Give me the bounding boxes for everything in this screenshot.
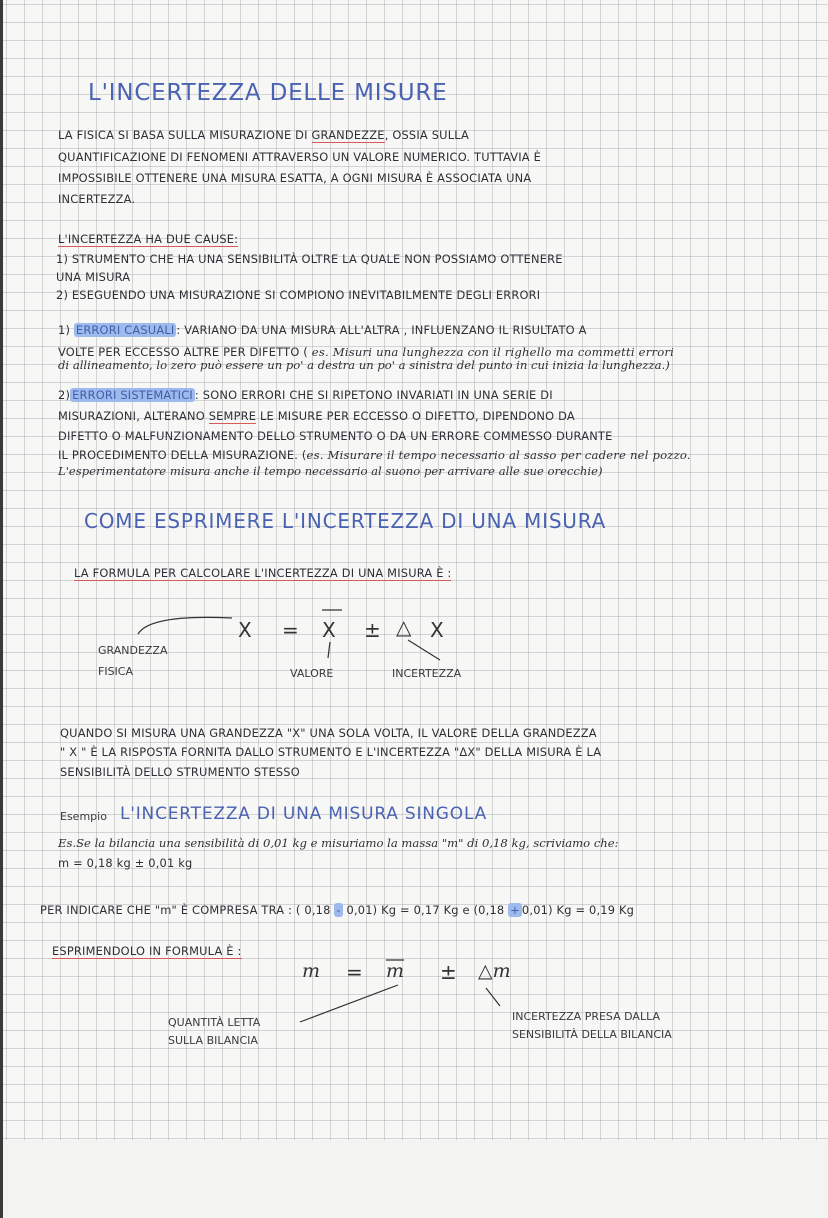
formula-m: m bbox=[302, 960, 321, 982]
label-grandezza-2: FISICA bbox=[98, 665, 134, 678]
errori-casuali-term: ERRORI CASUALI bbox=[75, 323, 175, 337]
example-label: Esempio bbox=[60, 810, 107, 823]
formula-equals: = bbox=[282, 618, 299, 642]
page-title: L'INCERTEZZA DELLE MISURE bbox=[88, 80, 448, 106]
formula-m-equals: = bbox=[346, 960, 363, 984]
label-quantita-1: QUANTITÀ LETTA bbox=[168, 1016, 261, 1029]
errori-casuali-example: es. Misuri una lunghezza con il righello ma commetti errori bbox=[311, 345, 675, 359]
formula-plus-minus: ± bbox=[364, 618, 381, 642]
example-line-2: m = 0,18 kg ± 0,01 kg bbox=[58, 856, 193, 870]
grandezze-word: GRANDEZZE bbox=[311, 128, 385, 142]
example-line-1: Es.Se la bilancia una sensibilità di 0,01 kg e misuriamo la massa "m" di 0,18 kg, scriviamo che: bbox=[58, 836, 619, 850]
intro-line-3: IMPOSSIBILE OTTENERE UNA MISURA ESATTA, A OGNI MISURA È ASSOCIATA UNA bbox=[58, 171, 532, 185]
intro-line-4: INCERTEZZA. bbox=[58, 192, 136, 206]
incertezza-m-pointer bbox=[486, 988, 500, 1006]
plus-sign: + bbox=[510, 903, 520, 917]
label-incertezza: INCERTEZZA bbox=[392, 667, 462, 680]
section-title: COME ESPRIMERE L'INCERTEZZA DI UNA MISURA bbox=[84, 509, 607, 533]
example-formula-heading: ESPRIMENDOLO IN FORMULA È : bbox=[52, 944, 242, 958]
intro-text: LA FISICA SI BASA SULLA MISURAZIONE DI bbox=[58, 128, 312, 142]
formula-heading: LA FORMULA PER CALCOLARE L'INCERTEZZA DI UNA MISURA È : bbox=[74, 566, 452, 580]
single-line-2: " X " È LA RISPOSTA FORNITA DALLO STRUMENTO E L'INCERTEZZA "ΔX" DELLA MISURA È LA bbox=[60, 745, 602, 759]
sempre-word: SEMPRE bbox=[208, 409, 257, 423]
errori-casuali-text: VOLTE PER ECCESSO ALTRE PER DIFETTO ( bbox=[58, 345, 312, 359]
formula-mbar: m bbox=[386, 960, 405, 982]
formula-x: X bbox=[238, 618, 252, 642]
range-text: 0,01) Kg = 0,17 Kg e (0,18 bbox=[342, 903, 509, 917]
cause-1-line-1: 1) STRUMENTO CHE HA UNA SENSIBILITÀ OLTRE LA QUALE NON POSSIAMO OTTENERE bbox=[56, 252, 563, 266]
errori-sistematici-term: ERRORI SISTEMATICI bbox=[72, 388, 193, 402]
formula-x2: X bbox=[430, 618, 444, 642]
valore-pointer bbox=[328, 642, 330, 658]
formula-xbar: X bbox=[322, 618, 336, 642]
errori-sistematici-line-5: L'esperimentatore misura anche il tempo necessario al suono per arrivare alle sue orecchie) bbox=[58, 464, 603, 478]
quantita-pointer bbox=[300, 985, 398, 1022]
label-incertezza-m-2: SENSIBILITÀ DELLA BILANCIA bbox=[512, 1028, 672, 1041]
causes-heading: L'INCERTEZZA HA DUE CAUSE: bbox=[58, 232, 239, 246]
label-incertezza-m-1: INCERTEZZA PRESA DALLA bbox=[512, 1010, 660, 1023]
range-text: PER INDICARE CHE "m" È COMPRESA TRA : ( 0,18 bbox=[40, 903, 335, 917]
label-valore: VALORE bbox=[290, 667, 334, 680]
errori-sistematici-text: MISURAZIONI, ALTERANO bbox=[58, 409, 209, 423]
label-grandezza-1: GRANDEZZA bbox=[98, 644, 168, 657]
errori-sistematici-text: IL PROCEDIMENTO DELLA MISURAZIONE. ( bbox=[58, 448, 307, 462]
intro-text: , OSSIA SULLA bbox=[384, 128, 470, 142]
label-quantita-2: SULLA BILANCIA bbox=[168, 1034, 258, 1047]
intro-line-2: QUANTIFICAZIONE DI FENOMENI ATTRAVERSO UN VALORE NUMERICO. TUTTAVIA È bbox=[58, 150, 542, 164]
item-number: 2) bbox=[58, 388, 71, 402]
errori-sistematici-text: : SONO ERRORI CHE SI RIPETONO INVARIATI IN UNA SERIE DI bbox=[194, 388, 553, 402]
incertezza-pointer bbox=[408, 640, 440, 660]
cause-2-line-1: 2) ESEGUENDO UNA MISURAZIONE SI COMPIONO INEVITABILMENTE DEGLI ERRORI bbox=[56, 288, 541, 302]
range-text: 0,01) Kg = 0,19 Kg bbox=[521, 903, 635, 917]
cause-1-line-2: UNA MISURA bbox=[56, 270, 131, 284]
formula-m-plus-minus: ± bbox=[440, 960, 457, 984]
errori-casuali-text: : VARIANO DA UNA MISURA ALL'ALTRA , INFLUENZANO IL RISULTATO A bbox=[176, 323, 587, 337]
example-title: L'INCERTEZZA DI UNA MISURA SINGOLA bbox=[120, 804, 488, 824]
formula-delta: △ bbox=[396, 615, 412, 639]
errori-sistematici-example: es. Misurare il tempo necessario al sasso per cadere nel pozzo. bbox=[306, 448, 691, 462]
single-line-3: SENSIBILITÀ DELLO STRUMENTO STESSO bbox=[60, 765, 300, 779]
formula-delta-m: △m bbox=[478, 960, 511, 982]
minus-sign: - bbox=[336, 903, 341, 917]
errori-casuali-line-3: di allineamento, lo zero può essere un po' a destra un po' a sinistra del punto in cui inizia la lunghezza.) bbox=[58, 358, 670, 372]
errori-sistematici-line-3: DIFETTO O MALFUNZIONAMENTO DELLO STRUMENTO O DA UN ERRORE COMMESSO DURANTE bbox=[58, 429, 613, 443]
grandezza-arc bbox=[138, 617, 232, 634]
single-line-1: QUANDO SI MISURA UNA GRANDEZZA "X" UNA SOLA VOLTA, IL VALORE DELLA GRANDEZZA bbox=[60, 726, 597, 740]
item-number: 1) bbox=[58, 323, 71, 337]
errori-sistematici-text: LE MISURE PER ECCESSO O DIFETTO, DIPENDONO DA bbox=[256, 409, 575, 423]
